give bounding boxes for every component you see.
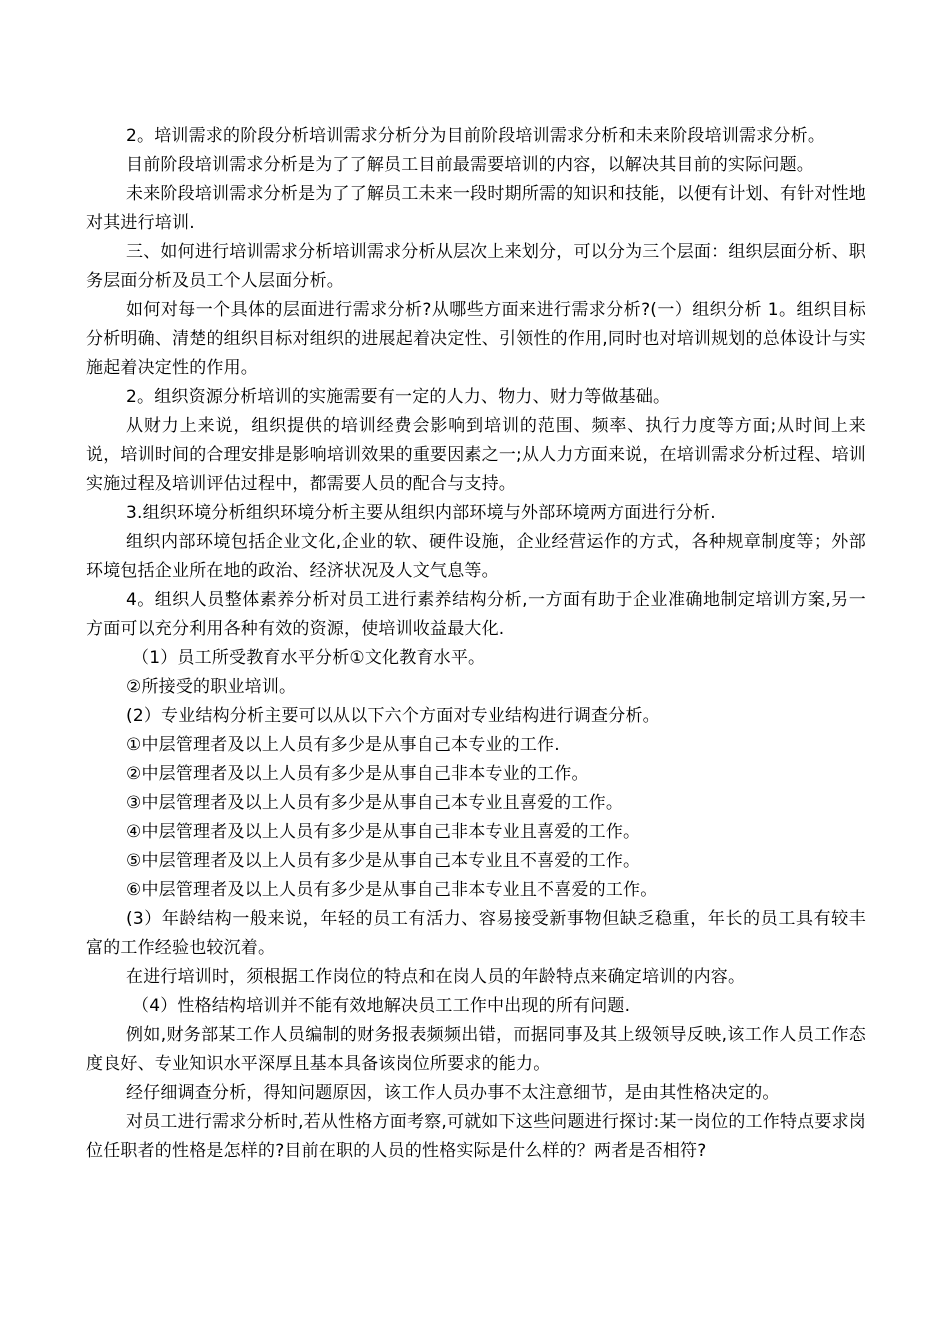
paragraph: ②中层管理者及以上人员有多少是从事自己非本专业的工作。	[126, 764, 589, 784]
paragraph: ⑤中层管理者及以上人员有多少是从事自己本专业且不喜爱的工作。	[126, 851, 641, 871]
paragraph: 例如,财务部某工作人员编制的财务报表频频出错，而据同事及其上级领导反映,该工作人员工作态度良好、专业知识水平深厚且基本具备该岗位所要求的能力。	[86, 1025, 866, 1074]
paragraph: ⑥中层管理者及以上人员有多少是从事自己非本专业且不喜爱的工作。	[126, 880, 658, 900]
paragraph: (2）专业结构分析主要可以从以下六个方面对专业结构进行调查分析。	[126, 706, 660, 726]
paragraph: 4。组织人员整体素养分析对员工进行素养结构分析,一方面有助于企业准确地制定培训方案,另一方面可以充分利用各种有效的资源，使培训收益最大化.	[86, 590, 866, 639]
paragraph: 三、如何进行培训需求分析培训需求分析从层次上来划分，可以分为三个层面：组织层面分析、职务层面分析及员工个人层面分析。	[86, 242, 866, 291]
paragraph: 2。组织资源分析培训的实施需要有一定的人力、物力、财力等做基础。	[126, 387, 671, 407]
paragraph: 目前阶段培训需求分析是为了了解员工目前最需要培训的内容，以解决其目前的实际问题。	[126, 155, 814, 175]
paragraph: 经仔细调查分析，得知问题原因，该工作人员办事不太注意细节，是由其性格决定的。	[126, 1083, 780, 1103]
paragraph: 对员工进行需求分析时,若从性格方面考察,可就如下这些问题进行探讨:某一岗位的工作特点要求岗位任职者的性格是怎样的?目前在职的人员的性格实际是什么样的？两者是否相符?	[86, 1112, 866, 1161]
paragraph: 未来阶段培训需求分析是为了了解员工未来一段时期所需的知识和技能，以便有计划、有针对性地对其进行培训.	[86, 184, 866, 233]
paragraph: 2。培训需求的阶段分析培训需求分析分为目前阶段培训需求分析和未来阶段培训需求分析。	[126, 126, 826, 146]
paragraph: ③中层管理者及以上人员有多少是从事自己本专业且喜爱的工作。	[126, 793, 624, 813]
paragraph: 组织内部环境包括企业文化,企业的软、硬件设施，企业经营运作的方式，各种规章制度等；外部环境包括企业所在地的政治、经济状况及人文气息等。	[86, 532, 866, 581]
paragraph: (3）年龄结构一般来说，年轻的员工有活力、容易接受新事物但缺乏稳重，年长的员工具有较丰富的工作经验也较沉着。	[86, 909, 866, 958]
paragraph: 如何对每一个具体的层面进行需求分析?从哪些方面来进行需求分析?(一）组织分析 1。组织目标分析明确、清楚的组织目标对组织的进展起着决定性、引领性的作用,同时也对培训规划的总体设计与实施起着决定性的作用。	[86, 300, 866, 378]
paragraph: ④中层管理者及以上人员有多少是从事自己非本专业且喜爱的工作。	[126, 822, 641, 842]
paragraph: ①中层管理者及以上人员有多少是从事自己本专业的工作.	[126, 735, 560, 755]
paragraph: （1）员工所受教育水平分析①文化教育水平。	[132, 648, 486, 668]
paragraph: 从财力上来说，组织提供的培训经费会影响到培训的范围、频率、执行力度等方面;从时间上来说，培训时间的合理安排是影响培训效果的重要因素之一;从人力方面来说，在培训需求分析过程、培训实施过程及培训评估过程中，都需要人员的配合与支持。	[86, 416, 866, 494]
paragraph: （4）性格结构培训并不能有效地解决员工工作中出现的所有问题.	[132, 996, 631, 1016]
paragraph: 在进行培训时，须根据工作岗位的特点和在岗人员的年龄特点来确定培训的内容。	[126, 967, 746, 987]
paragraph: ②所接受的职业培训。	[126, 677, 297, 697]
document-body	[86, 122, 866, 1166]
paragraph: 3.组织环境分析组织环境分析主要从组织内部环境与外部环境两方面进行分析.	[126, 503, 716, 523]
